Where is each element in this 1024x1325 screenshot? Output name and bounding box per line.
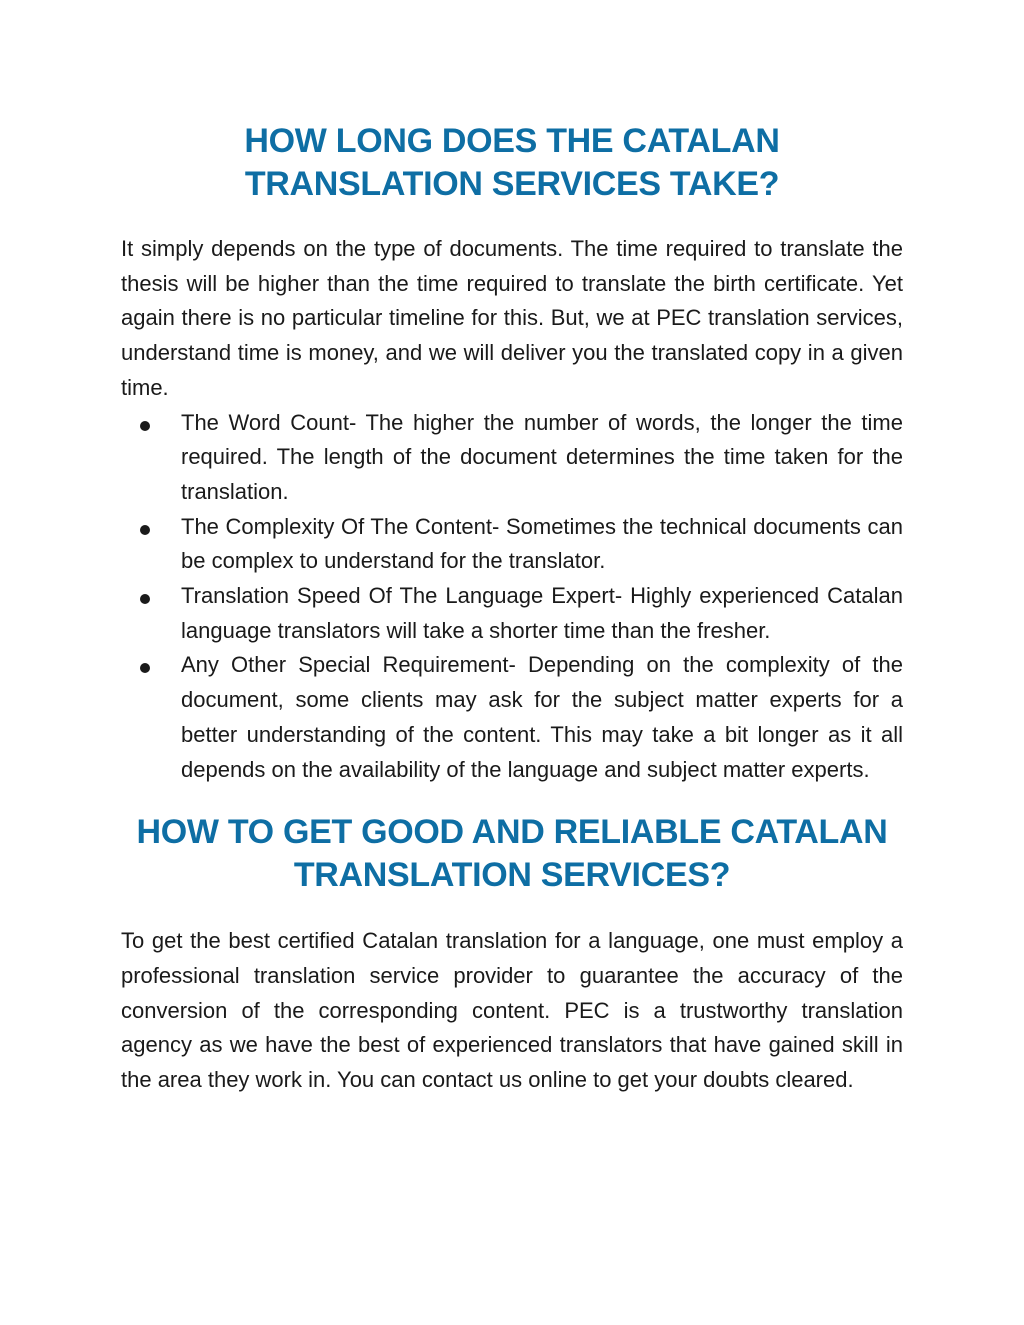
bullet-icon: [140, 421, 150, 431]
heading-line: HOW TO GET GOOD AND RELIABLE CATALAN: [136, 813, 888, 852]
heading-line: HOW LONG DOES THE CATALAN: [244, 122, 780, 160]
bullet-icon: [140, 525, 150, 535]
closing-paragraph: To get the best certified Catalan translation for a language, one must employ a professional translation service provider to guarantee the accuracy of the conversion of the corresponding content. PEC is a trustworthy translation agency as we have the best of experienced translators that have gained skill in the area they work in. You can contact us online to get your doubts cleared.: [121, 928, 903, 1093]
list-item-text: The Word Count- The higher the number of words, the longer the time required. The length of the document determines the time taken for the translation.: [181, 409, 903, 504]
list-item-text: The Complexity Of The Content- Sometimes the technical documents can be complex to understand for the translator.: [181, 513, 903, 574]
bullet-icon: [140, 663, 150, 673]
list-item: [121, 648, 903, 787]
section-heading-reliable-services: [121, 811, 903, 897]
list-item-text: Any Other Special Requirement- Depending on the complexity of the document, some clients may ask for the subject matter experts for a better understanding of the content. This may take a bit longer as it all depends on the availability of the language and subject matter experts.: [181, 652, 903, 782]
document-page: [121, 120, 903, 1098]
factor-list: [121, 406, 903, 788]
bullet-icon: [140, 594, 150, 604]
list-item: [121, 406, 903, 510]
section-heading-duration: [121, 120, 903, 206]
heading-line: TRANSLATION SERVICES TAKE?: [244, 165, 780, 203]
list-item: [121, 510, 903, 579]
intro-paragraph: It simply depends on the type of documents. The time required to translate the thesis will be higher than the time required to translate the birth certificate. Yet again there is no particular timeline for this. But, we at PEC translation services, understand time is money, and we will deliver you the translated copy in a given time.: [121, 236, 903, 400]
list-item-text: Translation Speed Of The Language Expert- Highly experienced Catalan language translators will take a shorter time than the fresher.: [181, 583, 903, 643]
list-item: [121, 579, 903, 648]
heading-line: TRANSLATION SERVICES?: [293, 856, 731, 895]
